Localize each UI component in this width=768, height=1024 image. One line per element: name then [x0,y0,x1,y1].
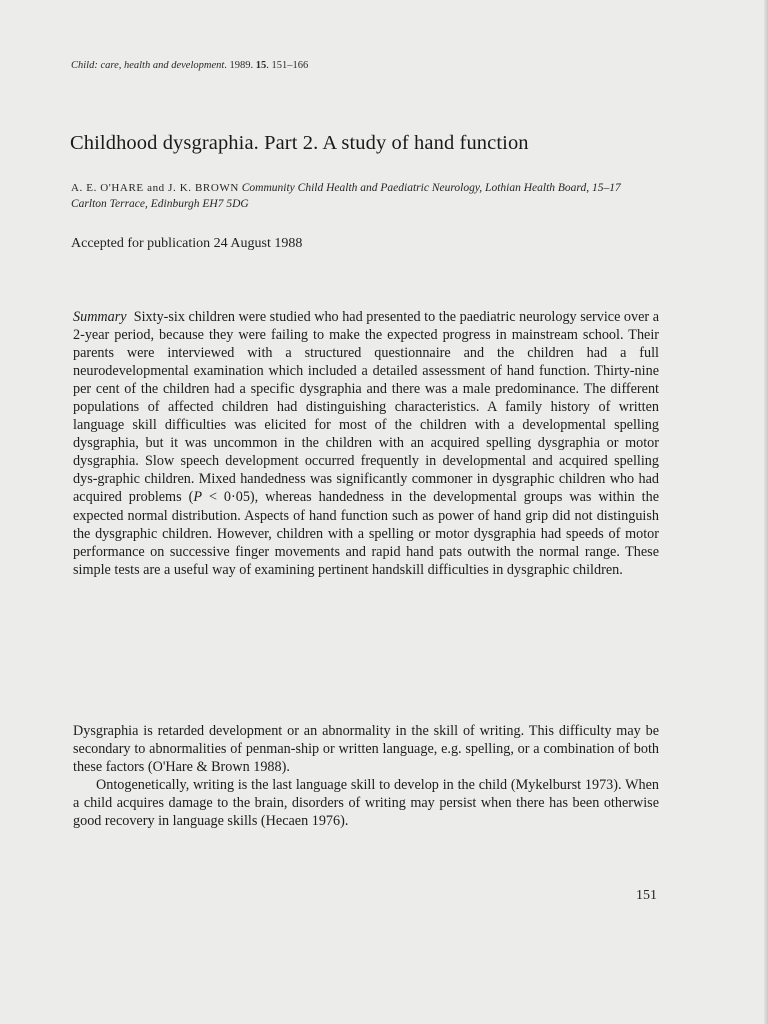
summary-abstract [73,308,659,579]
body-paragraph-2: Ontogenetically, writing is the last language skill to develop in the child (Mykelburst 1973). When a child acquires damage to the brain, disorders of writing may persist when there has been otherwise good recovery in language skills (Hecaen 1976). [73,777,659,830]
journal-citation-line [71,60,308,71]
article-title: Childhood dysgraphia. Part 2. A study of hand function [70,132,529,154]
journal-pages: . 151–166 [266,60,309,71]
p-value-symbol: P [193,489,202,506]
body-paragraph-1: Dysgraphia is retarded development or an abnormality in the skill of writing. This difficulty may be secondary to abnormalities of penman-ship or written language, e.g. spelling, or a combination of both these factors (O'Hare & Brown 1988). [73,723,659,776]
summary-heading: Summary [73,309,127,325]
accepted-date: Accepted for publication 24 August 1988 [71,236,303,251]
body-text [73,722,659,831]
journal-year: . 1989. [224,60,256,71]
page-edge-shadow [764,0,768,1024]
summary-text-part1: Sixty-six children were studied who had presented to the paediatric neurology service over a 2-year period, because they were failing to make the expected progress in mainstream school. Their parents were interviewed with a structured questionnaire and the children had a full neurodevelopmental examination which included a detailed assessment of hand function. Thirty-nine per cent of the children had a specific dysgraphia and there was a male predominance. The different populations of affected children had distinguishing characteristics. A family history of written language skill difficulties was elicited for most of the children with a developmental spelling dysgraphia, but it was uncommon in the children with an acquired spelling dysgraphia or motor dysgraphia. Slow speech development occurred frequently in developmental and acquired spelling dys-graphic children. Mixed handedness was significantly commoner in dysgraphic children who had acquired problems ( [73,309,659,506]
author-names: A. E. O'HARE and J. K. BROWN [71,182,239,194]
author-block [71,180,631,212]
journal-volume: 15 [255,60,267,71]
page-number: 151 [636,888,657,903]
journal-name: Child: care, health and development [71,60,225,71]
summary-text-part2: < 0·05), whereas handedness in the developmental groups was within the expected normal distribution. Aspects of hand function such as power of hand grip did not distinguish the dysgraphic children. However, children with a spelling or motor dysgraphia had speeds of motor performance on successive finger movements and rapid hand pats outwith the normal range. These simple tests are a useful way of examining pertinent handskill difficulties in dysgraphic children. [73,489,659,578]
author-affiliation: Community Child Health and Paediatric Neurology, Lothian Health Board, 15–17 Carlton Terrace, Edinburgh EH7 5DG [71,182,621,210]
